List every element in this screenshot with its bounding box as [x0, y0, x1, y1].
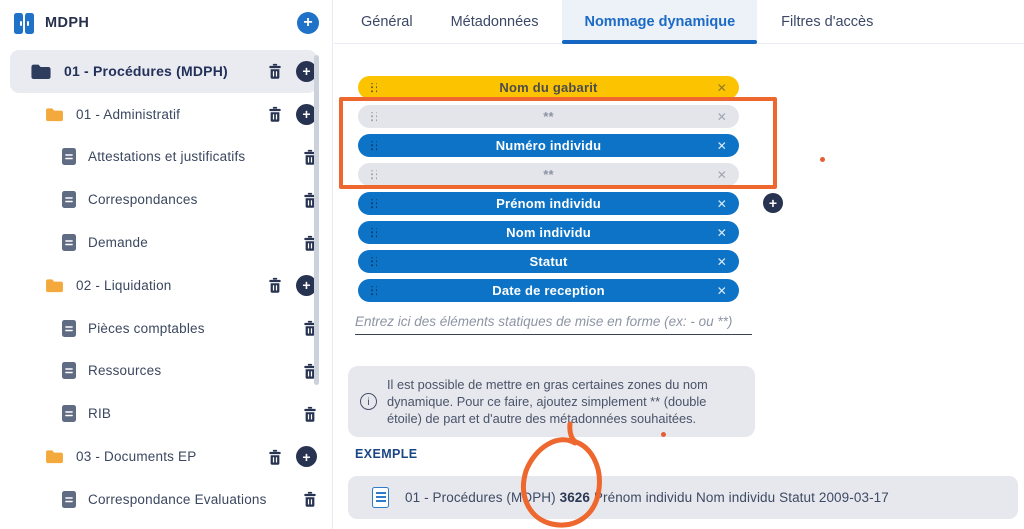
sidebar-item-correspondance-evaluations[interactable]: Correspondance Evaluations [0, 478, 317, 521]
trash-icon[interactable] [268, 449, 282, 465]
chip-numero-individu[interactable]: Numéro individu ✕ [358, 134, 739, 157]
trash-icon[interactable] [268, 63, 282, 79]
add-icon[interactable]: + [296, 61, 317, 82]
example-heading: EXEMPLE [355, 447, 418, 461]
sidebar-item-02-liquidation[interactable]: 02 - Liquidation + [0, 264, 317, 307]
add-icon[interactable]: + [296, 275, 317, 296]
example-row [348, 476, 1018, 519]
doc-icon [62, 148, 76, 165]
sidebar-header [14, 8, 322, 38]
drag-handle-icon[interactable] [371, 286, 378, 295]
workspace-title: MDPH [45, 15, 90, 31]
doc-icon [62, 491, 76, 508]
trash-icon[interactable] [268, 106, 282, 122]
folder-dark-icon [30, 63, 52, 80]
chip-date-de-reception[interactable]: Date de reception ✕ [358, 279, 739, 302]
info-box [348, 366, 755, 437]
tab-nommage-dynamique[interactable]: Nommage dynamique [562, 0, 757, 43]
remove-chip-icon[interactable]: ✕ [716, 109, 727, 124]
sidebar-item-03-documents-ep[interactable]: 03 - Documents EP + [0, 435, 317, 478]
drag-handle-icon[interactable] [371, 83, 378, 92]
sidebar-item-01-administratif[interactable]: 01 - Administratif + [0, 93, 317, 136]
add-icon[interactable]: + [296, 446, 317, 467]
folder-tree-sidebar [0, 0, 333, 529]
tab-filtres-d-acces[interactable]: Filtres d'accès [781, 13, 874, 30]
folder-icon [45, 278, 64, 293]
chip-stars[interactable]: ** ✕ [358, 163, 739, 186]
sidebar-item-correspondances[interactable]: Correspondances [0, 178, 317, 221]
drag-handle-icon[interactable] [371, 257, 378, 266]
remove-chip-icon[interactable]: ✕ [716, 254, 727, 269]
cabinet-icon [14, 13, 34, 34]
add-icon[interactable]: + [296, 104, 317, 125]
example-filename: 01 - Procédures (MDPH) 3626 Prénom individu Nom individu Statut 2009-03-17 [405, 490, 889, 505]
doc-icon [62, 191, 76, 208]
doc-icon [62, 234, 76, 251]
folder-icon [45, 449, 64, 464]
trash-icon[interactable] [303, 406, 317, 422]
add-root-folder-button[interactable]: + [297, 12, 319, 34]
sidebar-item-ressources[interactable]: Ressources [0, 350, 317, 393]
remove-chip-icon[interactable]: ✕ [716, 283, 727, 298]
dynamic-naming-chip-list [358, 76, 739, 308]
drag-handle-icon[interactable] [371, 141, 378, 150]
remove-chip-icon[interactable]: ✕ [716, 196, 727, 211]
tab-metadonnees[interactable]: Métadonnées [450, 13, 539, 30]
sidebar-item-pieces-comptables[interactable]: Pièces comptables [0, 307, 317, 350]
remove-chip-icon[interactable]: ✕ [716, 138, 727, 153]
remove-chip-icon[interactable]: ✕ [716, 167, 727, 182]
static-elements-input[interactable] [355, 308, 752, 335]
chip-nom-du-gabarit[interactable]: Nom du gabarit ✕ [358, 76, 739, 99]
example-bold-number: 3626 [559, 490, 591, 505]
document-icon [372, 487, 389, 508]
chip-nom-individu[interactable]: Nom individu ✕ [358, 221, 739, 244]
tab-general[interactable]: Général [361, 13, 413, 30]
sidebar-scrollbar[interactable] [314, 55, 319, 385]
doc-icon [62, 320, 76, 337]
drag-handle-icon[interactable] [371, 199, 378, 208]
folder-tree [0, 50, 332, 521]
remove-chip-icon[interactable]: ✕ [716, 225, 727, 240]
sidebar-item-01-procedures-mdph[interactable]: 01 - Procédures (MDPH) + [10, 50, 317, 93]
chip-stars[interactable]: ** ✕ [358, 105, 739, 128]
add-metadata-button[interactable]: + [763, 193, 783, 213]
tab-bar [334, 0, 1024, 44]
sidebar-item-demande[interactable]: Demande [0, 221, 317, 264]
drag-handle-icon[interactable] [371, 170, 378, 179]
sidebar-item-attestations-et-justificatifs[interactable]: Attestations et justificatifs [0, 136, 317, 179]
trash-icon[interactable] [268, 277, 282, 293]
doc-icon [62, 362, 76, 379]
info-icon: i [360, 393, 377, 410]
remove-chip-icon[interactable]: ✕ [716, 80, 727, 95]
drag-handle-icon[interactable] [371, 228, 378, 237]
info-text: Il est possible de mettre en gras certaines zones du nom dynamique. Pour ce faire, ajoutez simplement ** (double étoile) de part et d'autre des métadonnées souhaitées. [387, 377, 708, 426]
doc-icon [62, 405, 76, 422]
chip-prenom-individu[interactable]: Prénom individu ✕ [358, 192, 739, 215]
trash-icon[interactable] [303, 491, 317, 507]
drag-handle-icon[interactable] [371, 112, 378, 121]
settings-panel [334, 0, 1024, 529]
sidebar-item-rib[interactable]: RIB [0, 392, 317, 435]
chip-statut[interactable]: Statut ✕ [358, 250, 739, 273]
folder-icon [45, 107, 64, 122]
